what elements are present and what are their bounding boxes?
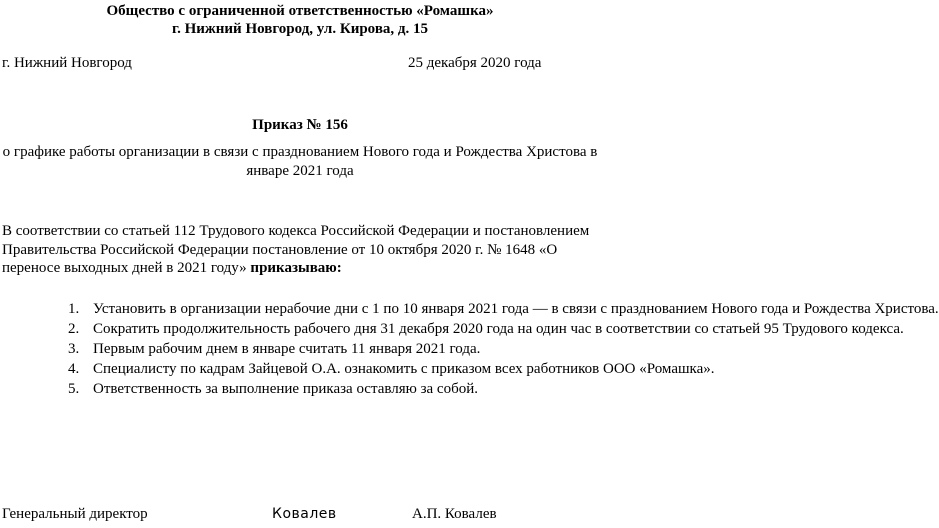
document-place: г. Нижний Новгород: [2, 55, 132, 71]
item-number: 2.: [68, 321, 80, 337]
item-text: Сократить продолжительность рабочего дня 31 декабря 2020 года на один час в соответствии со статьей 95 Трудового кодекса.: [93, 321, 904, 337]
preamble: [2, 222, 600, 278]
signatory-name: А.П. Ковалев: [412, 506, 497, 522]
organization-name: Общество с ограниченной ответственностью «Ромашка»: [106, 3, 494, 19]
organization-address: г. Нижний Новгород, ул. Кирова, д. 15: [171, 21, 429, 37]
document-date: 25 декабря 2020 года: [408, 55, 542, 71]
order-title: Приказ № 156: [252, 117, 348, 133]
item-number: 3.: [68, 341, 80, 357]
item-number: 5.: [68, 381, 80, 397]
list-item: [0, 300, 939, 319]
item-text: Ответственность за выполнение приказа оставляю за собой.: [93, 381, 478, 397]
item-number: 1.: [68, 301, 80, 317]
signatory-position: Генеральный директор: [2, 506, 148, 522]
item-number: 4.: [68, 361, 80, 377]
list-item: [0, 320, 904, 339]
list-item: [0, 380, 600, 399]
item-text: Первым рабочим днем в январе считать 11 января 2021 года.: [93, 341, 481, 357]
list-item: [0, 340, 600, 359]
preamble-text: В соответствии со статьей 112 Трудового кодекса Российской Федерации и постановлением Правительства Российской Федерации постановление от 10 октября 2020 г. № 1648 «О переносе выходных дней в 2021 году»: [2, 223, 590, 276]
item-text: Специалисту по кадрам Зайцевой О.А. ознакомить с приказом всех работников ООО «Ромашка».: [93, 361, 715, 377]
order-subject: о графике работы организации в связи с празднованием Нового года и Рождества Христова в январе 2021 года: [2, 144, 598, 179]
order-items-list: [0, 300, 939, 400]
signature: Ковалев: [272, 506, 337, 522]
preamble-command: приказываю:: [250, 260, 342, 276]
list-item: [0, 360, 715, 379]
item-text: Установить в организации нерабочие дни с 1 по 10 января 2021 года — в связи с празднованием Нового года и Рождества Христова.: [93, 301, 939, 317]
